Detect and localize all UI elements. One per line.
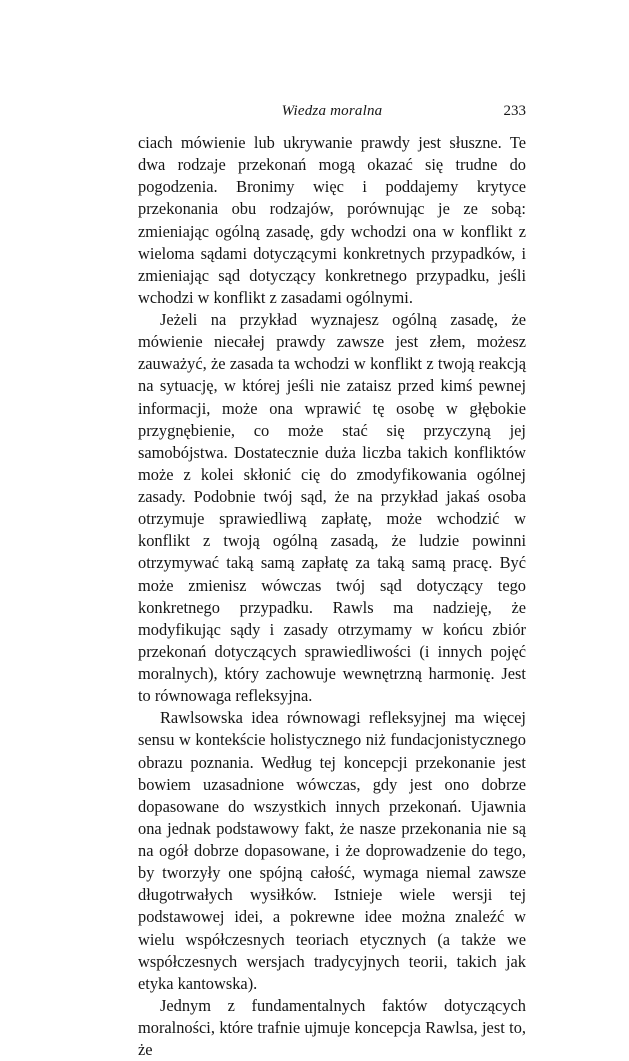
paragraph-4: Jednym z fundamentalnych faktów dotyczących moralności, które trafnie ujmuje koncepcja Rawlsa, jest to, że [138,995,526,1060]
paragraph-1: ciach mówienie lub ukrywanie prawdy jest słuszne. Te dwa rodzaje przekonań mogą okazać się trudne do pogodzenia. Bronimy więc i poddajemy krytyce przekonania obu rodzajów, porównując je ze sobą: zmieniając ogólną zasadę, gdy wchodzi ona w konflikt z wieloma sądami dotyczącymi konkretnych przypadków, i zmieniając sąd dotyczący konkretnego przypadku, jeśli wchodzi w konflikt z zasadami ogólnymi. [138,133,526,307]
page-number: 233 [503,103,526,119]
running-title: Wiedza moralna [281,103,383,119]
running-header [138,103,526,123]
body-text [138,132,526,1061]
paragraph-2: Jeżeli na przykład wyznajesz ogólną zasadę, że mówienie niecałej prawdy zawsze jest złem, możesz zauważyć, że zasada ta wchodzi w konflikt z twoją reakcją na sytuację, w której jeśli nie zataisz przed kimś pewnej informacji, może ona wprawić tę osobę w głębokie przygnębienie, co może stać się przyczyną jej samobójstwa. Dostatecznie duża liczba takich konfliktów może z kolei skłonić cię do zmodyfikowania ogólnej zasady. Podobnie twój sąd, że na przykład jakaś osoba otrzymuje sprawiedliwą zapłatę, może wchodzić w konflikt z twoją ogólną zasadą, że ludzie powinni otrzymywać taką samą zapłatę za taką samą pracę. Być może zmienisz wówczas twój sąd dotyczący tego konkretnego przypadku. Rawls ma nadzieję, że modyfikując sądy i zasady otrzymamy w końcu zbiór przekonań dotyczących sprawiedliwości (i innych pojęć moralnych), który zachowuje wewnętrzną harmonię. Jest to równowaga refleksyjna. [138,310,526,706]
paragraph-3: Rawlsowska idea równowagi refleksyjnej ma więcej sensu w kontekście holistycznego niż fundacjonistycznego obrazu poznania. Według tej koncepcji przekonanie jest bowiem uzasadnione wówczas, gdy jest ono dobrze dopasowane do wszystkich innych przekonań. Ujawnia ona jednak podstawowy fakt, że nasze przekonania nie są na ogół dobrze dopasowane, i że doprowadzenie do tego, by tworzyły one spójną całość, wymaga niemal zawsze długotrwałych wysiłków. Istnieje wiele wersji tej podstawowej idei, a pokrewne idee można znaleźć w wielu współczesnych teoriach etycznych (a także we współczesnych wersjach tradycyjnych teorii, takich jak etyka kantowska). [138,708,526,993]
